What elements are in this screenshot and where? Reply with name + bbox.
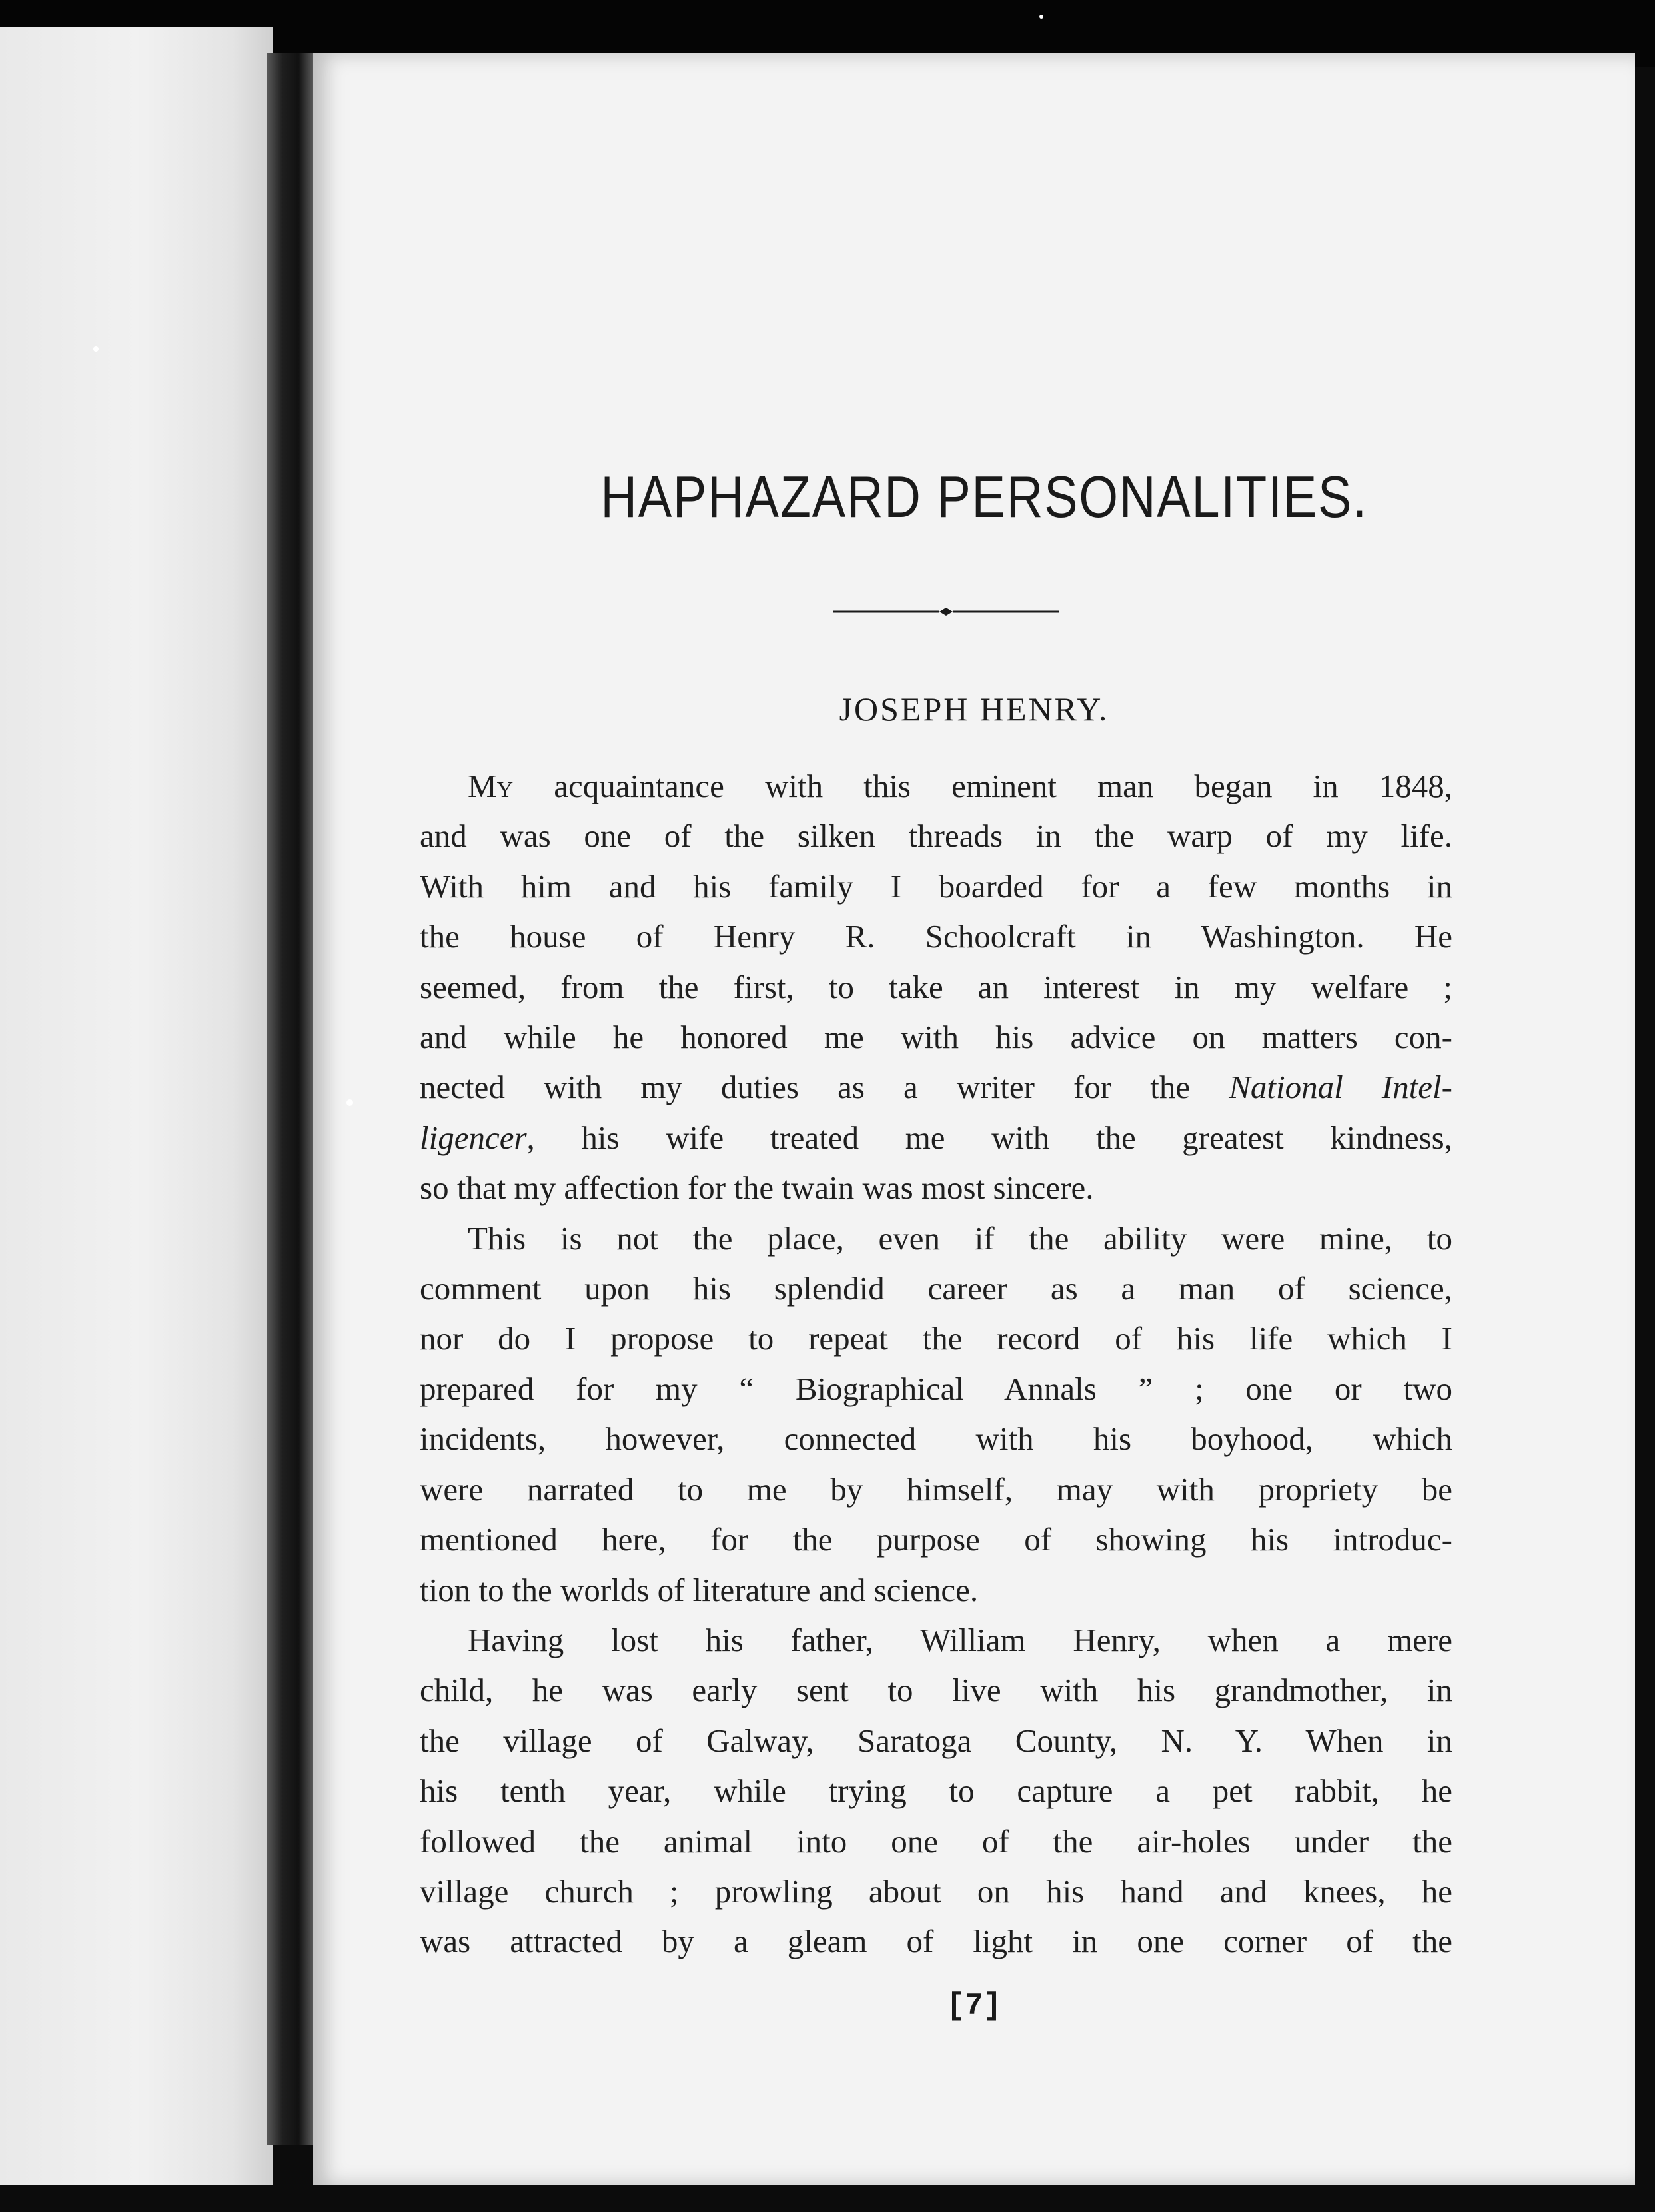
- text-line: his tenth year, while trying to capture a pet rabbit, he: [420, 1772, 1452, 1810]
- text-line: prepared for my “ Biographical Annals ” ; one or two: [420, 1370, 1452, 1407]
- italic-title: ligencer: [420, 1119, 527, 1156]
- chapter-title: JOSEPH HENRY.: [839, 690, 1109, 728]
- text-line: With him and his family I boarded for a few months in: [420, 867, 1452, 905]
- text-line: followed the animal into one of the air-holes under the: [420, 1822, 1452, 1860]
- text-line: [420, 1062, 1452, 1112]
- text-line: nor do I propose to repeat the record of his life which I: [420, 1320, 1452, 1357]
- text-line: child, he was early sent to live with his grandmother, in: [420, 1672, 1452, 1709]
- text-line: [420, 761, 1452, 811]
- body-text: [420, 761, 1452, 1967]
- text-line: This is not the place, even if the ability were mine, to: [468, 1219, 1452, 1257]
- paragraph: [420, 1615, 1452, 1967]
- text-line: seemed, from the first, to take an interest in my welfare ;: [420, 968, 1452, 1005]
- text-line: the village of Galway, Saratoga County, N. Y. When in: [420, 1722, 1452, 1759]
- line-suffix: , his wife treated me with the greatest kindness,: [526, 1119, 1452, 1156]
- text-line: so that my affection for the twain was most sincere.: [420, 1169, 1094, 1207]
- text-line: [420, 1113, 1452, 1163]
- text-line: and was one of the silken threads in the warp of my life.: [420, 818, 1452, 855]
- text-line: tion to the worlds of literature and science.: [420, 1571, 979, 1608]
- title-ornament-rule: [833, 605, 1059, 618]
- line-prefix: nected with my duties as a writer for the: [420, 1069, 1229, 1106]
- text-line: the house of Henry R. Schoolcraft in Washington. He: [420, 918, 1452, 955]
- text-line: Having lost his father, William Henry, when a mere: [468, 1621, 1452, 1658]
- book-title: HAPHAZARD PERSONALITIES.: [600, 464, 1368, 530]
- line-rest: acquaintance with this eminent man began in 1848,: [513, 768, 1452, 804]
- page-number: [7]: [946, 1989, 1002, 2023]
- text-line: and while he honored me with his advice on matters con-: [420, 1019, 1452, 1056]
- text-line: comment upon his splendid career as a man of science,: [420, 1270, 1452, 1307]
- scan-speck: [1039, 15, 1043, 19]
- book-gutter-shadow: [267, 53, 320, 2145]
- italic-title: National Intel-: [1229, 1069, 1452, 1106]
- paragraph: [420, 1213, 1452, 1615]
- text-line: incidents, however, connected with his boyhood, which: [420, 1420, 1452, 1458]
- drop-word: My: [468, 768, 514, 804]
- text-line: was attracted by a gleam of light in one corner of the: [420, 1923, 1452, 1960]
- scan-speck: [346, 1099, 353, 1106]
- paragraph: [420, 761, 1452, 1213]
- text-line: were narrated to me by himself, may with propriety be: [420, 1470, 1452, 1508]
- book-page: [313, 53, 1635, 2185]
- scan-speck: [93, 346, 99, 352]
- facing-page-edge: [0, 27, 273, 2185]
- text-line: mentioned here, for the purpose of showing his introduc-: [420, 1521, 1452, 1558]
- text-line: village church ; prowling about on his hand and knees, he: [420, 1872, 1452, 1910]
